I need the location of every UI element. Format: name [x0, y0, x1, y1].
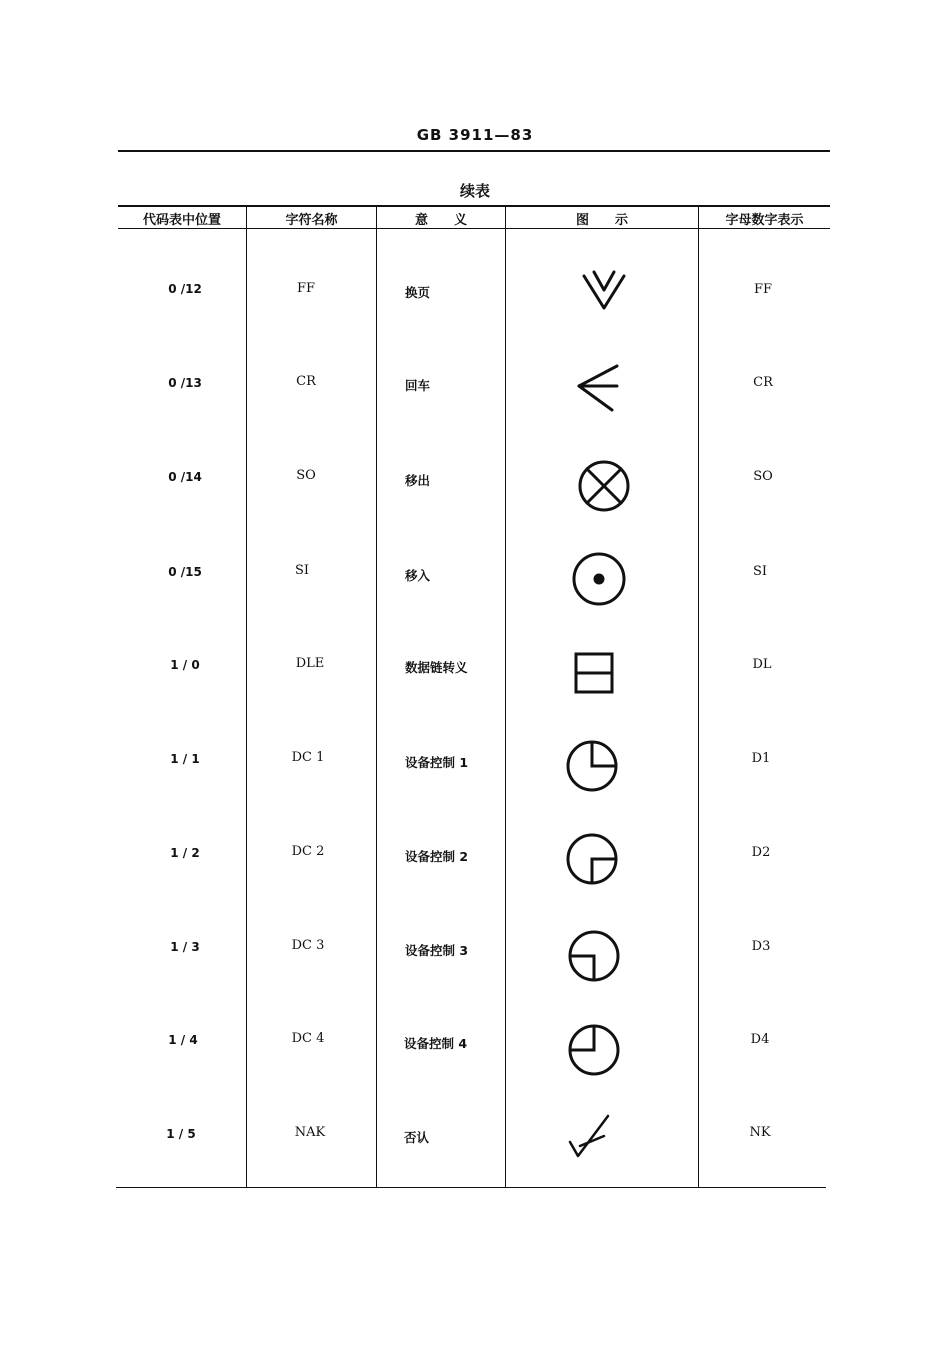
column-divider: [698, 206, 699, 1188]
form-feed-icon: [580, 268, 630, 313]
cell-alnum: SO: [753, 469, 773, 484]
cell-position: 0 /15: [168, 565, 202, 579]
cell-name: DLE: [295, 656, 325, 671]
header-rule: [118, 150, 830, 152]
cell-meaning: 移入: [405, 568, 431, 583]
cell-position: 0 /13: [168, 376, 202, 390]
table-title: 续表: [459, 182, 490, 200]
table-top-rule: [118, 205, 830, 207]
device-control-3-icon: [566, 928, 622, 984]
cell-alnum: D4: [750, 1032, 770, 1047]
device-control-4-icon: [566, 1022, 622, 1078]
cell-meaning: 回车: [405, 378, 431, 393]
cell-alnum: SI: [752, 564, 768, 579]
cell-name: SI: [294, 563, 310, 578]
table-bottom-rule: [116, 1187, 826, 1188]
table-header-rule: [118, 228, 830, 229]
cell-meaning: 设备控制 3: [405, 943, 469, 958]
cell-meaning: 换页: [405, 285, 431, 300]
cell-position: 1 / 5: [166, 1127, 196, 1141]
cell-alnum: FF: [753, 282, 773, 297]
carriage-return-icon: [574, 360, 624, 415]
cell-position: 1 / 0: [170, 658, 200, 672]
cell-position: 1 / 1: [170, 752, 200, 766]
column-header-name: 字符名称: [285, 213, 338, 228]
cell-alnum: D1: [751, 751, 771, 766]
column-header-position: 代码表中位置: [142, 213, 221, 228]
device-control-2-icon: [564, 831, 620, 887]
column-header-alnum: 字母数字表示: [725, 213, 804, 228]
cell-meaning: 数据链转义: [405, 660, 468, 675]
cell-position: 0 /14: [168, 470, 202, 484]
column-divider: [376, 206, 377, 1188]
cell-name: DC 2: [291, 844, 325, 859]
cell-alnum: D2: [751, 845, 771, 860]
cell-meaning: 设备控制 1: [405, 755, 469, 770]
column-divider: [505, 206, 506, 1188]
cell-name: SO: [296, 468, 316, 483]
cell-alnum: DL: [752, 657, 772, 672]
cell-meaning: 移出: [405, 473, 431, 488]
negative-acknowledge-icon: [566, 1112, 614, 1162]
cell-position: 1 / 4: [168, 1033, 198, 1047]
cell-name: NAK: [294, 1125, 326, 1140]
cell-name: CR: [296, 374, 316, 389]
standard-header: GB 3911—83: [416, 126, 534, 144]
cell-name: FF: [296, 281, 316, 296]
cell-name: DC 3: [291, 938, 325, 953]
cell-name: DC 1: [291, 750, 325, 765]
shift-in-icon: [570, 550, 628, 608]
cell-meaning: 设备控制 4: [404, 1036, 468, 1051]
cell-name: DC 4: [291, 1031, 325, 1046]
cell-position: 1 / 3: [170, 940, 200, 954]
cell-position: 0 /12: [168, 282, 202, 296]
device-control-1-icon: [564, 738, 620, 794]
cell-meaning: 否认: [404, 1130, 430, 1145]
cell-alnum: NK: [749, 1125, 771, 1140]
cell-position: 1 / 2: [170, 846, 200, 860]
cell-meaning: 设备控制 2: [405, 849, 469, 864]
cell-alnum: CR: [753, 375, 773, 390]
column-divider: [246, 206, 247, 1188]
column-header-symbol: 图 示: [575, 213, 628, 228]
data-link-escape-icon: [572, 651, 616, 695]
column-header-meaning: 意 义: [414, 213, 467, 228]
cell-alnum: D3: [751, 939, 771, 954]
shift-out-icon: [576, 458, 632, 514]
